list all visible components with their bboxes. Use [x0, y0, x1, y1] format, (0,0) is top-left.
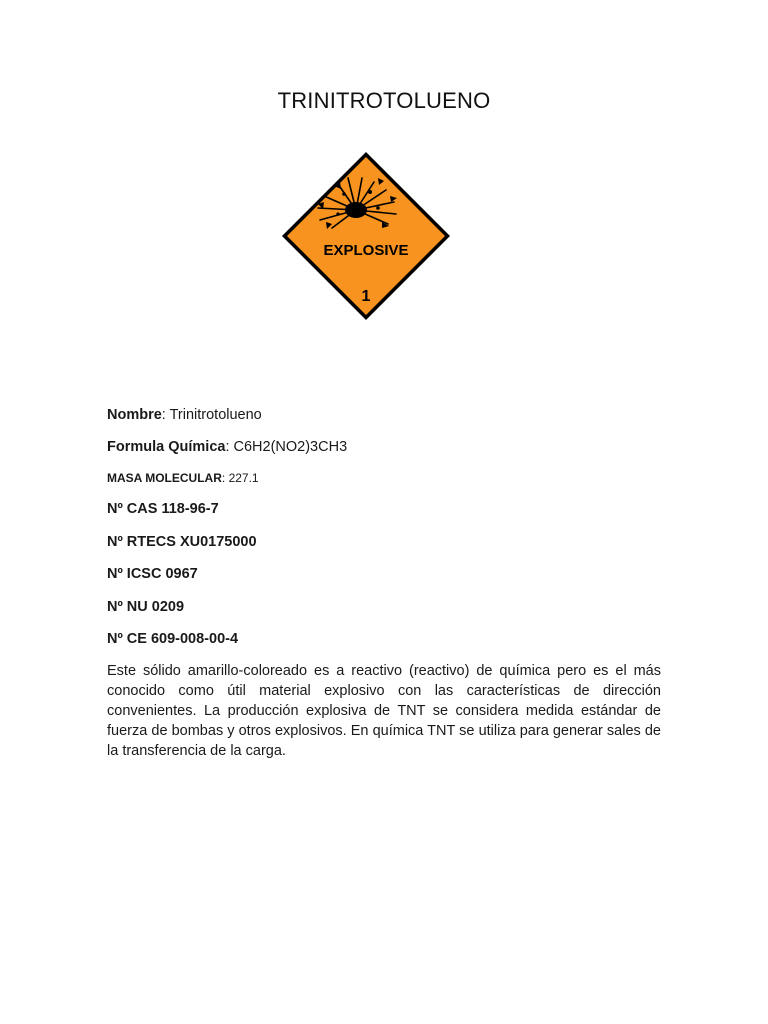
field-nombre-label: Nombre	[107, 407, 162, 423]
field-formula-label: Formula Química	[107, 439, 226, 455]
field-nombre	[107, 407, 262, 423]
id-ce: Nº CE 609-008-00-4	[107, 631, 239, 647]
field-formula-separator: :	[225, 439, 234, 455]
field-nombre-separator: :	[161, 407, 170, 423]
field-formula-value: C6H2(NO2)3CH3	[233, 439, 348, 455]
field-masa-separator: :	[221, 471, 229, 485]
id-cas: Nº CAS 118-96-7	[107, 501, 219, 517]
field-masa-value: 227.1	[228, 471, 259, 485]
sign-label: EXPLOSIVE	[323, 242, 409, 259]
document-title: TRINITROTOLUENO	[277, 88, 491, 113]
field-nombre-value: Trinitrotolueno	[169, 407, 262, 423]
sign-class-number: 1	[361, 288, 371, 305]
id-rtecs: Nº RTECS XU0175000	[107, 534, 257, 550]
id-nu: Nº NU 0209	[107, 599, 185, 615]
field-masa	[107, 471, 259, 485]
explosive-hazard-icon	[278, 148, 454, 324]
field-masa-label: MASA MOLECULAR	[107, 471, 222, 485]
id-icsc: Nº ICSC 0967	[107, 566, 198, 582]
description-paragraph: Este sólido amarillo-coloreado es a reactivo (reactivo) de química pero es el más conocido como útil material explosivo con las características de dirección convenientes. La producción explosiva de TNT se considera medida estándar de fuerza de bombas y otros explosivos. En química TNT se utiliza para generar sales de la transferencia de la carga.	[107, 663, 661, 759]
field-formula	[107, 439, 347, 455]
